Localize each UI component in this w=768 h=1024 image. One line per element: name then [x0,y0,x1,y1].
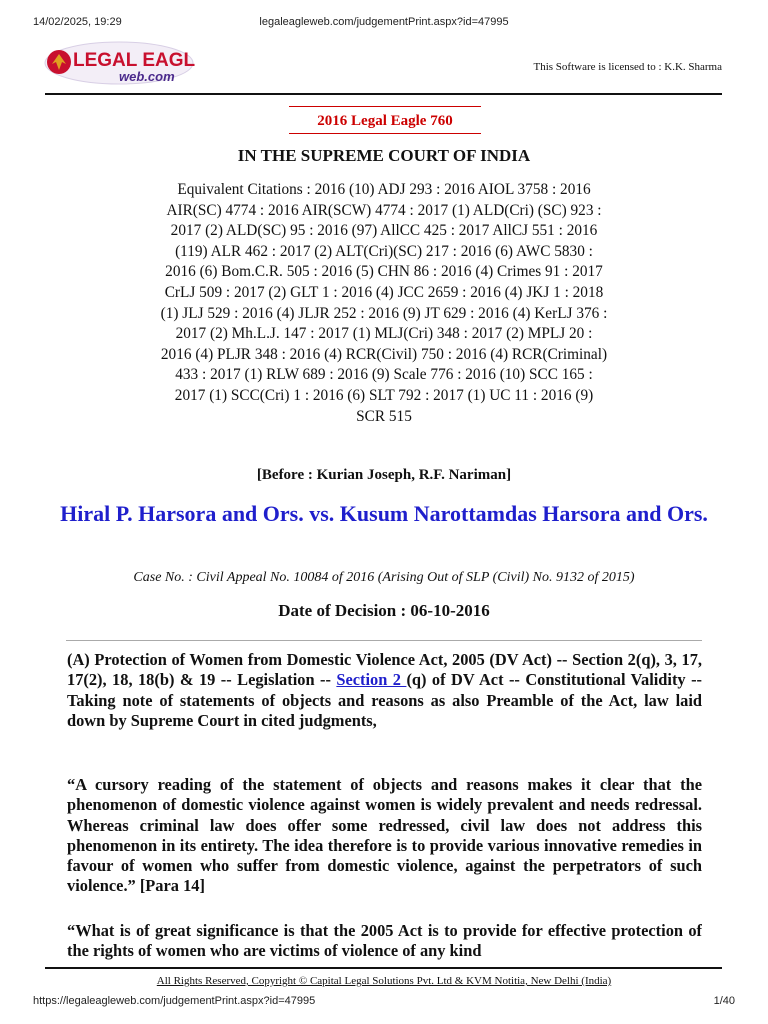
bench: [Before : Kurian Joseph, R.F. Nariman] [256,467,512,483]
legal-eagle-logo [43,40,195,86]
date-of-decision: Date of Decision : 06-10-2016 [278,601,490,620]
page-number: 1/40 [713,995,735,1007]
license-text: This Software is licensed to : K.K. Sharma [533,61,722,73]
print-url: legaleagleweb.com/judgementPrint.aspx?id=47995 [259,16,509,28]
case-title: Hiral P. Harsora and Ors. vs. Kusum Narottamdas Harsora and Ors. [60,501,708,526]
print-footer-url: https://legaleagleweb.com/judgementPrint.aspx?id=47995 [33,995,316,1007]
footer-divider [45,967,722,969]
case-number: Case No. : Civil Appeal No. 10084 of 2016 (Arising Out of SLP (Civil) No. 9132 of 2015) [133,570,635,585]
print-datetime: 14/02/2025, 19:29 [33,16,122,28]
section-2-link[interactable]: Section 2 [336,670,407,690]
headnote-paragraph [67,650,702,731]
header-divider [45,93,722,95]
copyright-notice: All Rights Reserved, Copyright © Capital Legal Solutions Pvt. Ltd & KVM Notitia, New Delhi (India) [156,975,612,987]
logo-text-sub: web.com [119,69,175,84]
logo-text-main: LEGAL EAGLE [73,50,195,71]
primary-citation: 2016 Legal Eagle 760 [289,106,481,134]
court-name: IN THE SUPREME COURT OF INDIA [237,146,531,165]
headnote-text-before-link: (A) Protection of Women from Domestic Violence Act, 2005 (DV Act) -- Section 2(q), 3, 17, 17(2), 18, 18(b) & 19 -- Legislation -- [67,650,702,690]
quote-paragraph-2: “What is of great significance is that the 2005 Act is to provide for effective protection of the rights of women who are victims of violence of any kind [67,921,702,961]
content-divider [66,640,702,641]
quote-paragraph-1: “A cursory reading of the statement of objects and reasons makes it clear that the phenomenon of domestic violence against women is widely prevalent and needs redressal. Whereas criminal law does offer some redressed, civil law does not address this phenomenon in its entirety. The idea therefore is to provide various innovative remedies in favour of women who suffer from domestic violence, against the perpetrators of such violence.” [Para 14] [67,775,702,896]
equivalent-citations: Equivalent Citations : 2016 (10) ADJ 293 : 2016 AIOL 3758 : 2016 AIR(SC) 4774 : 2016 AIR(SCW) 4774 : 2017 (1) ALD(Cri) (SC) 923 : 2017 (2) ALD(SC) 95 : 2016 (97) AllCC 425 : 2017 AllCJ 551 : 2016 (119) ALR 462 : 2017 (2) ALT(Cri)(SC) 217 : 2016 (6) AWC 5830 : 2016 (6) Bom.C.R. 505 : 2016 (5) CHN 86 : 2016 (4) Crimes 91 : 2017 CrLJ 509 : 2017 (2) GLT 1 : 2016 (4) JCC 2659 : 2016 (4) JKJ 1 : 2018 (1) JLJ 529 : 2016 (4) JLJR 252 : 2016 (9) JT 629 : 2016 (4) KerLJ 376 : 2017 (2) Mh.L.J. 147 : 2017 (1) MLJ(Cri) 348 : 2017 (2) MPLJ 20 : 2016 (4) PLJR 348 : 2016 (4) RCR(Civil) 750 : 2016 (4) RCR(Criminal) 433 : 2017 (1) RLW 689 : 2016 (9) Scale 776 : 2016 (10) SCC 165 : 2017 (1) SCC(Cri) 1 : 2016 (6) SLT 792 : 2017 (1) UC 11 : 2016 (9) SCR 515 [160,181,608,425]
headnote-text-after-link: (q) of DV Act -- Constitutional Validity -- Taking note of statements of objects and reasons as also Preamble of the Act, law laid down by Supreme Court in cited judgments, [67,670,702,730]
